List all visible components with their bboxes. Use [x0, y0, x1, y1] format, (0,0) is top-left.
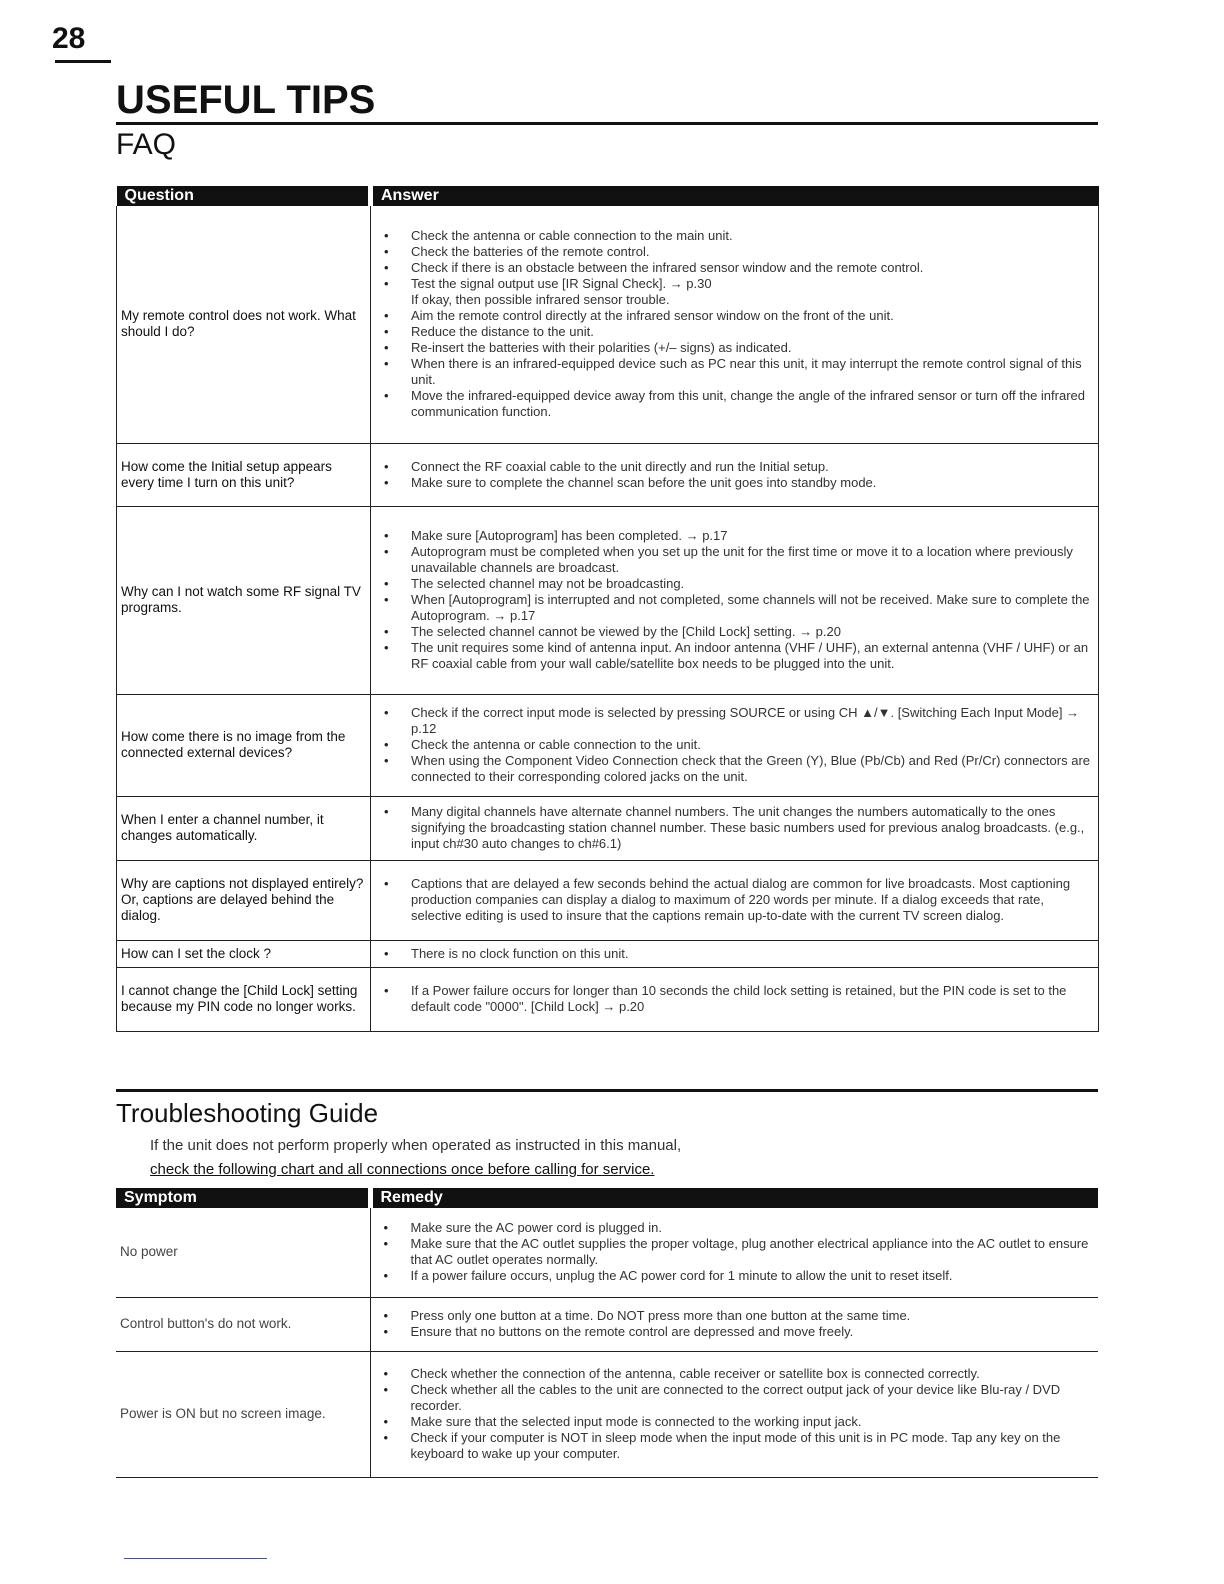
faq-answer — [371, 443, 1099, 506]
answer-item: • Check the antenna or cable connection to the unit. — [375, 737, 1092, 753]
troubleshooting-row — [116, 1208, 1098, 1297]
faq-row — [117, 796, 1099, 860]
answer-item: • Re-insert the batteries with their polarities (+/– signs) as indicated. — [375, 340, 1092, 356]
troubleshooting-row — [116, 1297, 1098, 1351]
faq-answer — [371, 967, 1099, 1031]
remedy — [370, 1351, 1098, 1477]
faq-question: How come there is no image from the connected external devices? — [117, 694, 371, 796]
troubleshooting-header-remedy: Remedy — [370, 1188, 1098, 1208]
faq-row — [117, 860, 1099, 940]
section-rule — [116, 1089, 1098, 1092]
answer-item: • Make sure [Autoprogram] has been completed. → p.17 — [375, 528, 1092, 544]
symptom: No power — [116, 1208, 370, 1297]
page-number: 28 — [52, 22, 86, 55]
remedy-item: • Check whether the connection of the antenna, cable receiver or satellite box is connected correctly. — [375, 1366, 1093, 1382]
troubleshooting-intro-underlined: check the following chart and all connections once before calling for service. — [150, 1161, 655, 1178]
faq-answer — [371, 206, 1099, 443]
troubleshooting-header-symptom: Symptom — [116, 1188, 370, 1208]
faq-question: How can I set the clock ? — [117, 940, 371, 967]
faq-header-question: Question — [117, 186, 371, 206]
faq-question: Why are captions not displayed entirely? Or, captions are delayed behind the dialog. — [117, 860, 371, 940]
footer-rule — [124, 1558, 267, 1559]
remedy-item: • Make sure that the AC outlet supplies the proper voltage, plug another electrical appliance into the AC outlet to ensure that AC outlet operates normally. — [375, 1236, 1093, 1268]
answer-item: • When there is an infrared-equipped device such as PC near this unit, it may interrupt the remote control signal of this unit. — [375, 356, 1092, 388]
answer-item: • The unit requires some kind of antenna input. An indoor antenna (VHF / UHF), an external antenna (VHF / UHF) or an RF coaxial cable from your wall cable/satellite box needs to be plugged into the unit. — [375, 640, 1092, 672]
troubleshooting-table — [116, 1188, 1098, 1478]
faq-answer — [371, 506, 1099, 694]
faq-answer — [371, 860, 1099, 940]
answer-item: • Check the batteries of the remote control. — [375, 244, 1092, 260]
section-subtitle-faq: FAQ — [116, 128, 177, 161]
answer-item: • Check if the correct input mode is selected by pressing SOURCE or using CH ▲/▼. [Switching Each Input Mode] → p.12 — [375, 705, 1092, 737]
faq-row — [117, 967, 1099, 1031]
faq-table — [116, 186, 1099, 1032]
answer-item: • When [Autoprogram] is interrupted and not completed, some channels will not be received. Make sure to complete the Autoprogram. → p.17 — [375, 592, 1092, 624]
faq-answer — [371, 694, 1099, 796]
answer-item: • The selected channel may not be broadcasting. — [375, 576, 1092, 592]
faq-row — [117, 940, 1099, 967]
answer-item: • There is no clock function on this unit. — [375, 946, 1092, 962]
faq-answer — [371, 796, 1099, 860]
page-title: USEFUL TIPS — [116, 78, 376, 122]
remedy — [370, 1297, 1098, 1351]
answer-item: • Many digital channels have alternate channel numbers. The unit changes the numbers automatically to the ones signifying the broadcasting station channel number. These basic numbers used for previous analog broadcasts. (e.g., input ch#30 auto changes to ch#6.1) — [375, 804, 1092, 852]
answer-item: • Captions that are delayed a few seconds behind the actual dialog are common for live broadcasts. Most captioning production companies can display a dialog to maximum of 220 words per minute. If a dialog exceeds that rate, selective editing is used to insure that the captions remain up-to-date with the current TV screen dialog. — [375, 876, 1092, 924]
remedy-item: • Make sure that the selected input mode is connected to the working input jack. — [375, 1414, 1093, 1430]
faq-header-answer: Answer — [371, 186, 1099, 206]
answer-text: Test the signal output use [IR Signal Check]. → p.30 — [411, 276, 712, 292]
troubleshooting-title: Troubleshooting Guide — [116, 1098, 379, 1128]
symptom: Power is ON but no screen image. — [116, 1351, 370, 1477]
faq-question: I cannot change the [Child Lock] setting because my PIN code no longer works. — [117, 967, 371, 1031]
answer-item: • Aim the remote control directly at the infrared sensor window on the front of the unit. — [375, 308, 1092, 324]
answer-item: • Make sure to complete the channel scan before the unit goes into standby mode. — [375, 475, 1092, 491]
answer-item: • Connect the RF coaxial cable to the unit directly and run the Initial setup. — [375, 459, 1092, 475]
answer-item: • Reduce the distance to the unit. — [375, 324, 1092, 340]
faq-row — [117, 694, 1099, 796]
troubleshooting-row — [116, 1351, 1098, 1477]
faq-row — [117, 206, 1099, 443]
remedy-item: • Press only one button at a time. Do NOT press more than one button at the same time. — [375, 1308, 1093, 1324]
answer-item: • Move the infrared-equipped device away from this unit, change the angle of the infrared sensor or turn off the infrared communication function. — [375, 388, 1092, 420]
remedy-item: • Ensure that no buttons on the remote control are depressed and move freely. — [375, 1324, 1093, 1340]
faq-question: When I enter a channel number, it changes automatically. — [117, 796, 371, 860]
faq-row — [117, 443, 1099, 506]
faq-answer — [371, 940, 1099, 967]
faq-question: My remote control does not work. What should I do? — [117, 206, 371, 443]
remedy-item: • If a power failure occurs, unplug the AC power cord for 1 minute to allow the unit to reset itself. — [375, 1268, 1093, 1284]
symptom: Control button's do not work. — [116, 1297, 370, 1351]
remedy — [370, 1208, 1098, 1297]
faq-row — [117, 506, 1099, 694]
answer-note: If okay, then possible infrared sensor trouble. — [411, 292, 670, 308]
faq-question: Why can I not watch some RF signal TV programs. — [117, 506, 371, 694]
answer-item: • The selected channel cannot be viewed by the [Child Lock] setting. → p.20 — [375, 624, 1092, 640]
faq-question: How come the Initial setup appears every time I turn on this unit? — [117, 443, 371, 506]
remedy-item: • Make sure the AC power cord is plugged in. — [375, 1220, 1093, 1236]
troubleshooting-intro: If the unit does not perform properly when operated as instructed in this manual, — [150, 1137, 682, 1154]
answer-item: • Autoprogram must be completed when you set up the unit for the first time or move it to a location where previously unavailable channels are broadcast. — [375, 544, 1092, 576]
answer-item: • Check if there is an obstacle between the infrared sensor window and the remote control. — [375, 260, 1092, 276]
remedy-item: • Check if your computer is NOT in sleep mode when the input mode of this unit is in PC mode. Tap any key on the keyboard to wake up your computer. — [375, 1430, 1093, 1462]
answer-item: • Check the antenna or cable connection to the main unit. — [375, 228, 1092, 244]
answer-item: • If a Power failure occurs for longer than 10 seconds the child lock setting is retained, but the PIN code is set to the default code "0000". [Child Lock] → p.20 — [375, 983, 1092, 1015]
page-number-underline — [55, 60, 111, 63]
answer-item: • When using the Component Video Connection check that the Green (Y), Blue (Pb/Cb) and Red (Pr/Cr) connectors are connected to their corresponding colored jacks on the unit. — [375, 753, 1092, 785]
answer-item — [375, 276, 1092, 308]
title-rule — [116, 122, 1098, 125]
remedy-item: • Check whether all the cables to the unit are connected to the correct output jack of your device like Blu-ray / DVD recorder. — [375, 1382, 1093, 1414]
